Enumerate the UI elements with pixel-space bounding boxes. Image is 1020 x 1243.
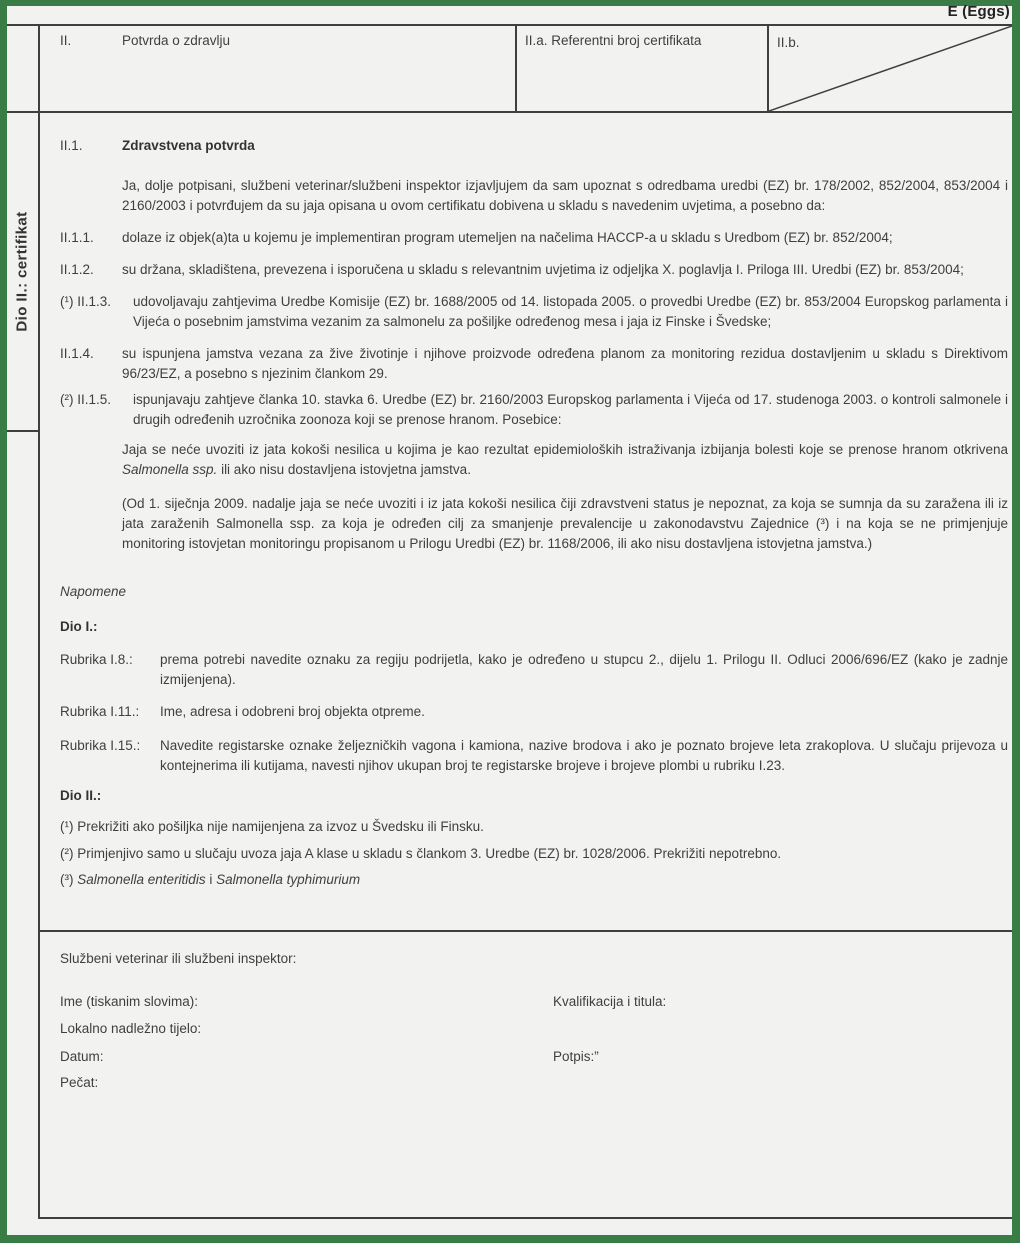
clause-number: II.1.2.: [60, 262, 94, 277]
footnote-3-species-2: Salmonella typhimurium: [216, 872, 361, 887]
footnote-2: (²) Primjenjivo samo u slučaju uvoza jaja A klase u skladu s člankom 3. Uredbe (EZ) br. 1028/2006. Prekrižiti nepotrebno.: [60, 846, 782, 861]
stamp-label: Pečat:: [60, 1075, 99, 1090]
clause-number: (²) II.1.5.: [60, 392, 112, 407]
rubric-row: [60, 736, 1008, 776]
rubric-row: [60, 650, 1008, 690]
salmonella-species: Salmonella ssp.: [122, 462, 218, 477]
header-section-number: II.: [60, 33, 72, 48]
date-label: Datum:: [60, 1049, 104, 1064]
side-strip: [7, 113, 38, 430]
from-2009-paragraph: (Od 1. siječnja 2009. nadalje jaja se neće uvoziti i iz jata kokoši nesilica čiji zdravstveni status je nepoznat, za koja se sumnja da su zaražena ili iz jata zaraženih Salmonella ssp. za koja je određen cilj za smanjenje prevalencije u zakonodavstvu Zajednice (³) i na koja se ne primjenjuje monitoring istovjetan monitoringu propisanom u Prilogu Uredbi (EZ) br. 1168/2006, ili ako nisu dostavljena istovjetna jamstva.): [122, 496, 1008, 551]
clause-number: II.1.4.: [60, 346, 94, 361]
clause-text: udovoljavaju zahtjevima Uredbe Komisije (EZ) br. 1688/2005 od 14. listopada 2005. o provedbi Uredbe (EZ) br. 853/2004 Europskog parlamenta i Vijeća o posebnim jamstvima vezanim za salmonelu za pošiljke određenog mesa i jaja iz Finske i Švedske;: [133, 294, 1008, 329]
signature-heading: Službeni veterinar ili službeni inspektor:: [60, 951, 297, 966]
header-col-divider-1: [515, 24, 517, 113]
header-iib-label: II.b.: [777, 35, 800, 50]
side-strip-label: Dio II.: certifikat: [14, 211, 31, 332]
clause-row: [60, 344, 1008, 384]
footnote-3-conjunction: i: [205, 872, 217, 887]
authority-label: Lokalno nadležno tijelo:: [60, 1021, 202, 1036]
part2-heading: Dio II.:: [60, 788, 102, 803]
clause-row: [60, 228, 1008, 248]
salmonella-paragraph-pre: Jaja se neće uvoziti iz jata kokoši nesilica u kojima je kao rezultat epidemioloških istraživanja izbijanja bolesti koje se prenose hranom otkrivena: [122, 442, 1008, 457]
clause-number: II.1.1.: [60, 230, 94, 245]
signature-label: Potpis:”: [553, 1049, 599, 1064]
rubric-label: Rubrika I.8.:: [60, 652, 133, 667]
main-left-line: [38, 24, 40, 1219]
clause-text: ispunjavaju zahtjeve članka 10. stavka 6. Uredbe (EZ) br. 2160/2003 Europskog parlamenta i Vijeća od 17. studenoga 2003. o kontroli salmonele i drugih određenih uzročnika zoonoza koji se prenose hranom. Posebice:: [133, 392, 1008, 427]
signature-block: [60, 932, 1008, 1093]
salmonella-paragraph: [122, 440, 1008, 480]
attestation-title: Zdravstvena potvrda: [122, 138, 255, 153]
signature-row: [60, 992, 1008, 1012]
footnote-3-species-1: Salmonella enteritidis: [77, 872, 206, 887]
iib-diagonal-strike: [769, 26, 1012, 111]
header-reference-label: II.a. Referentni broj certifikata: [525, 33, 702, 48]
header-section-title: Potvrda o zdravlju: [122, 33, 231, 48]
clause-row: [60, 260, 1008, 280]
attestation-title-row: [60, 136, 1008, 156]
table-bottom-line: [38, 1217, 1012, 1219]
clause-number: (¹) II.1.3.: [60, 294, 112, 309]
attestation-number: II.1.: [60, 138, 83, 153]
notes-heading: Napomene: [60, 584, 127, 599]
footnote-3-marker: (³): [60, 872, 78, 887]
page-corner-label: E (Eggs): [947, 3, 1010, 20]
clause-text: dolaze iz objek(a)ta u kojemu je implementiran program utemeljen na načelima HACCP-a u skladu s Uredbom (EZ) br. 852/2004;: [122, 230, 893, 245]
rubric-text: prema potrebi navedite oznaku za regiju podrijetla, kako je određeno u stupcu 2., dijelu 1. Prilogu II. Odluci 2006/696/EZ (kako je zadnje izmijenjena).: [160, 652, 1008, 687]
name-label: Ime (tiskanim slovima):: [60, 994, 199, 1009]
attestation-intro: Ja, dolje potpisani, službeni veterinar/službeni inspektor izjavljujem da sam upoznat s odredbama uredbi (EZ) br. 178/2002, 852/2004, 853/2004 i 2160/2003 i potvrđujem da su jaja opisana u ovom certifikatu dobivena u skladu s navedenim uvjetima, a posebno da:: [122, 178, 1008, 213]
rubric-row: [60, 702, 1008, 722]
salmonella-paragraph-post: ili ako nisu dostavljena istovjetna jamstva.: [217, 462, 471, 477]
rubric-text: Navedite registarske oznake željezničkih vagona i kamiona, nazive brodova i ako je poznato brojeve leta zrakoplova. U slučaju prijevoza u kontejnerima ili kutijama, navesti njihov ukupan broj te registarske brojeve i brojeve plombi u rubriku I.23.: [160, 738, 1008, 773]
rubric-text: Ime, adresa i odobreni broj objekta otpreme.: [160, 704, 425, 719]
rubric-label: Rubrika I.11.:: [60, 704, 140, 719]
clause-row: [60, 390, 1008, 430]
rubric-label: Rubrika I.15.:: [60, 738, 141, 753]
footnote-3: [60, 870, 1008, 890]
certificate-body: [60, 112, 1008, 890]
clause-row: [60, 292, 1008, 332]
signature-row: [60, 1047, 1008, 1067]
qualification-label: Kvalifikacija i titula:: [553, 994, 667, 1009]
footnote-1: (¹) Prekrižiti ako pošiljka nije namijenjena za izvoz u Švedsku ili Finsku.: [60, 819, 484, 834]
clause-text: su ispunjena jamstva vezana za žive životinje i njihove proizvode određena planom za monitoring rezidua dostavljenim u skladu s Direktivom 96/23/EZ, a posebno s njezinim člankom 29.: [122, 346, 1008, 381]
clause-text: su držana, skladištena, prevezena i isporučena u skladu s relevantnim uvjetima iz odjeljka X. poglavlja I. Priloga III. Uredbi (EZ) br. 853/2004;: [122, 262, 964, 277]
part1-heading: Dio I.:: [60, 619, 98, 634]
side-strip-divider-line: [7, 430, 38, 432]
